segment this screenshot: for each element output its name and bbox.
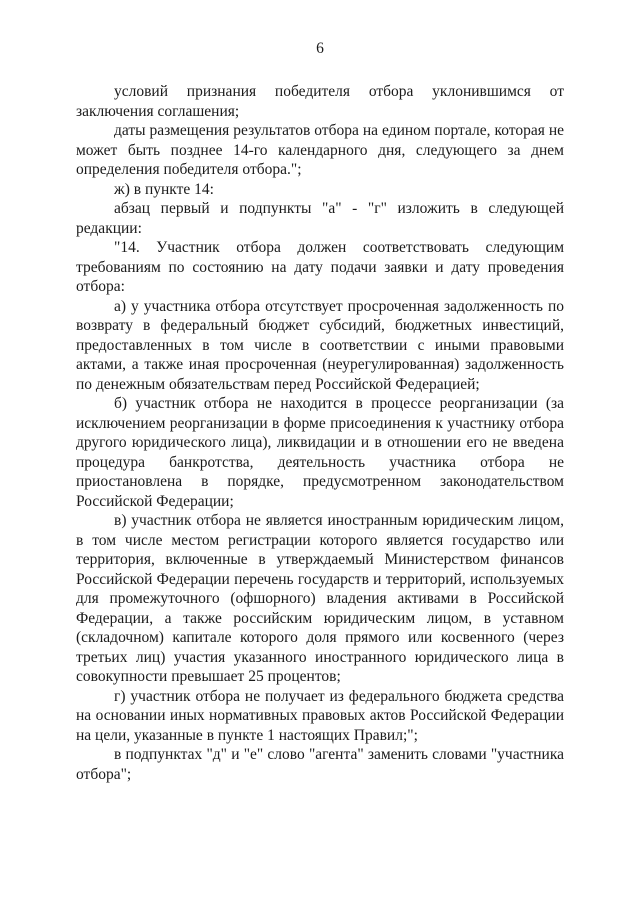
page-number: 6 xyxy=(316,40,324,57)
paragraph-1: условий признания победителя отбора уклонившимся от заключения соглашения; xyxy=(76,83,564,120)
document-body xyxy=(76,82,564,784)
paragraph-3: ж) в пункте 14: xyxy=(114,180,214,198)
paragraph-8: в) участник отбора не является иностранным юридическим лицом, в том числе местом регистрации которого является государство или территория, включенные в утверждаемый Министерством финансов Российской Федерации перечень государств и территорий, используемых для промежуточного (офшорного) владения активами в Российской Федерации, а также российским юридическим лицом, в уставном (складочном) капитале которого доля прямого или косвенного (через третьих лиц) участия указанного иностранного юридического лица в совокупности превышает 25 процентов; xyxy=(76,512,564,685)
paragraph-4: абзац первый и подпункты "а" - "г" изложить в следующей редакции: xyxy=(76,200,564,237)
paragraph-10: в подпунктах "д" и "е" слово "агента" заменить словами "участника отбора"; xyxy=(76,746,564,783)
paragraph-7: б) участник отбора не находится в процессе реорганизации (за исключением реорганизации в форме присоединения к участнику отбора другого юридического лица), ликвидации и в отношении его не введена процедура банкротства, деятельность участника отбора не приостановлена в порядке, предусмотренном законодательством Российской Федерации; xyxy=(76,395,564,510)
paragraph-6: а) у участника отбора отсутствует просроченная задолженность по возврату в федеральный бюджет субсидий, бюджетных инвестиций, предоставленных в том числе в соответствии с иными правовыми актами, а также иная просроченная (неурегулированная) задолженность по денежным обязательствам перед Российской Федерацией; xyxy=(76,297,564,393)
paragraph-5: "14. Участник отбора должен соответствовать следующим требованиям по состоянию на дату подачи заявки и дату проведения отбора: xyxy=(76,239,564,295)
paragraph-9: г) участник отбора не получает из федерального бюджета средства на основании иных нормативных правовых актов Российской Федерации на цели, указанные в пункте 1 настоящих Правил;"; xyxy=(76,687,564,744)
paragraph-2: даты размещения результатов отбора на едином портале, которая не может быть позднее 14-го календарного дня, следующего за днем определения победителя отбора."; xyxy=(76,122,564,178)
